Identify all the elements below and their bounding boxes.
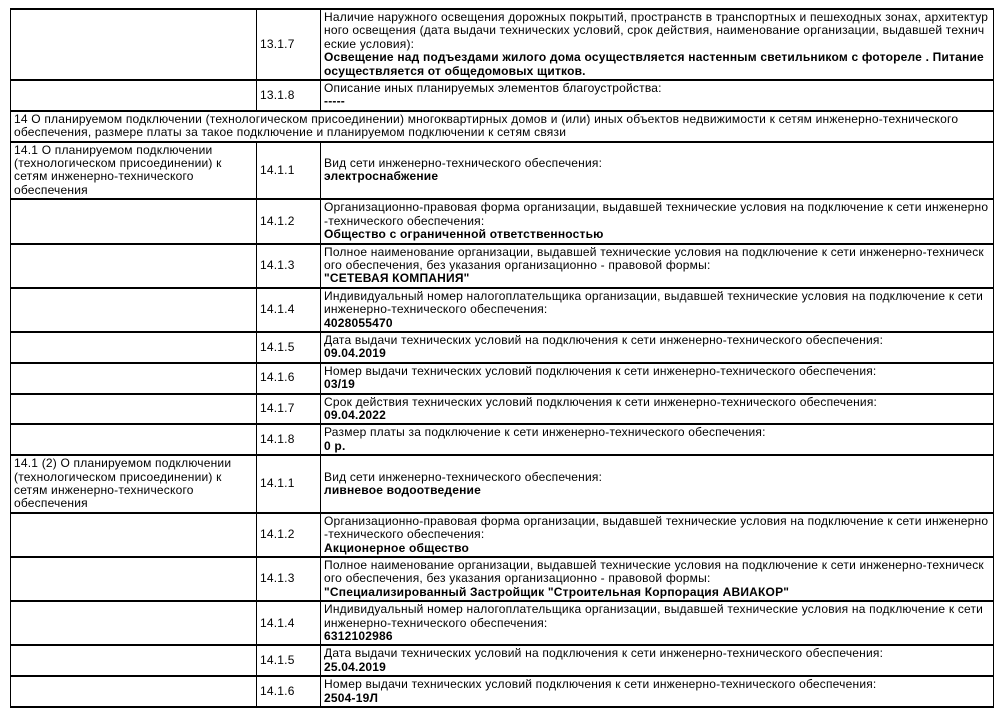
item-number: 14.1.3 bbox=[257, 244, 321, 288]
field-label: Полное наименование организации, выдавшей технические условия на подключение к сети инженерно-технического обеспечения, без указания организационно - правовой формы: bbox=[324, 558, 984, 586]
field-label: Дата выдачи технических условий на подключения к сети инженерно-технического обеспечения: bbox=[324, 332, 884, 347]
content-cell bbox=[321, 244, 994, 288]
table-row bbox=[11, 199, 994, 243]
content-cell bbox=[321, 363, 994, 394]
content-cell bbox=[321, 288, 994, 332]
section-title-cell bbox=[11, 199, 257, 243]
section-header: 14 О планируемом подключении (технологическом присоединении) многоквартирных домов и (или) иных объектов недвижимости к сетям инженерно-технического обеспечения, размере платы за такое подключение и планируемом подключении к сетям связи bbox=[11, 111, 994, 142]
item-number: 14.1.1 bbox=[257, 142, 321, 200]
table-row bbox=[11, 142, 994, 200]
section-title-cell bbox=[11, 9, 257, 80]
field-label: Номер выдачи технических условий подключения к сети инженерно-технического обеспечения: bbox=[324, 363, 877, 378]
field-label: Номер выдачи технических условий подключения к сети инженерно-технического обеспечения: bbox=[324, 677, 877, 692]
content-cell bbox=[321, 676, 994, 707]
table-row bbox=[11, 557, 994, 601]
field-value: 6312102986 bbox=[324, 629, 393, 644]
item-number: 14.1.5 bbox=[257, 332, 321, 363]
section-title-cell bbox=[11, 645, 257, 676]
section-title-cell bbox=[11, 601, 257, 645]
content-cell bbox=[321, 394, 994, 425]
section-title-cell bbox=[11, 424, 257, 455]
content-cell bbox=[321, 424, 994, 455]
field-value: 25.04.2019 bbox=[324, 659, 387, 674]
item-number: 13.1.8 bbox=[257, 80, 321, 111]
content-cell bbox=[321, 80, 994, 111]
table-row bbox=[11, 455, 994, 513]
table-row bbox=[11, 244, 994, 288]
section-title-cell bbox=[11, 332, 257, 363]
field-value: 09.04.2019 bbox=[324, 346, 387, 361]
table-row bbox=[11, 645, 994, 676]
field-label: Вид сети инженерно-технического обеспечения: bbox=[324, 469, 603, 484]
section-title-cell: 14.1 (2) О планируемом подключении (технологическом присоединении) к сетям инженерно-технического обеспечения bbox=[11, 455, 257, 513]
section-title-cell bbox=[11, 80, 257, 111]
section-header-row bbox=[11, 111, 994, 142]
field-value: Акционерное общество bbox=[324, 540, 470, 555]
item-number: 14.1.6 bbox=[257, 676, 321, 707]
field-label: Полное наименование организации, выдавшей технические условия на подключение к сети инженерно-технического обеспечения, без указания организационно - правовой формы: bbox=[324, 244, 984, 272]
content-cell bbox=[321, 557, 994, 601]
field-value: "СЕТЕВАЯ КОМПАНИЯ" bbox=[324, 271, 470, 286]
field-label: Индивидуальный номер налогоплательщика организации, выдавшей технические условия на подключение к сети инженерно-технического обеспечения: bbox=[324, 602, 984, 630]
section-title-cell bbox=[11, 288, 257, 332]
field-value: 09.04.2022 bbox=[324, 407, 387, 422]
section-title-cell bbox=[11, 363, 257, 394]
item-number: 14.1.8 bbox=[257, 424, 321, 455]
field-label: Индивидуальный номер налогоплательщика организации, выдавшей технические условия на подключение к сети инженерно-технического обеспечения: bbox=[324, 288, 984, 317]
table-row bbox=[11, 601, 994, 645]
table-row bbox=[11, 332, 994, 363]
field-value: электроснабжение bbox=[324, 169, 439, 184]
item-number: 14.1.6 bbox=[257, 363, 321, 394]
content-cell bbox=[321, 601, 994, 645]
item-number: 14.1.4 bbox=[257, 288, 321, 332]
item-number: 14.1.7 bbox=[257, 394, 321, 425]
field-value: 0 р. bbox=[324, 438, 346, 453]
table-row bbox=[11, 424, 994, 455]
item-number: 14.1.2 bbox=[257, 513, 321, 557]
field-value: Общество с ограниченной ответственностью bbox=[324, 227, 604, 242]
declaration-table bbox=[10, 8, 994, 708]
field-value: Освещение над подъездами жилого дома осуществляется настенным светильником с фотореле . Питание осуществляется от общедомовых щитков. bbox=[324, 50, 984, 78]
table-row bbox=[11, 676, 994, 707]
item-number: 14.1.2 bbox=[257, 199, 321, 243]
item-number: 14.1.3 bbox=[257, 557, 321, 601]
table-row bbox=[11, 394, 994, 425]
item-number: 14.1.4 bbox=[257, 601, 321, 645]
section-title-cell bbox=[11, 513, 257, 557]
item-number: 13.1.7 bbox=[257, 9, 321, 80]
item-number: 14.1.1 bbox=[257, 455, 321, 513]
table-row bbox=[11, 288, 994, 332]
field-label: Организационно-правовая форма организации, выдавшей технические условия на подключение к сети инженерно-технического обеспечения: bbox=[324, 513, 989, 542]
table-row bbox=[11, 363, 994, 394]
field-value: 2504-19Л bbox=[324, 690, 379, 705]
content-cell bbox=[321, 142, 994, 200]
field-label: Вид сети инженерно-технического обеспечения: bbox=[324, 156, 603, 171]
content-cell bbox=[321, 9, 994, 80]
section-title-cell bbox=[11, 244, 257, 288]
table-row bbox=[11, 80, 994, 111]
content-cell bbox=[321, 645, 994, 676]
field-label: Описание иных планируемых элементов благоустройства: bbox=[324, 81, 662, 96]
field-label: Наличие наружного освещения дорожных покрытий, пространств в транспортных и пешеходных зонах, архитектурного освещения (дата выдачи технических условий, срок действия, наименование организации, выдавшей технические условия): bbox=[324, 10, 989, 51]
field-label: Дата выдачи технических условий на подключения к сети инженерно-технического обеспечения: bbox=[324, 646, 884, 661]
section-title-cell bbox=[11, 676, 257, 707]
field-label: Срок действия технических условий подключения к сети инженерно-технического обеспечения: bbox=[324, 394, 878, 409]
field-value: 4028055470 bbox=[324, 315, 393, 330]
section-title-cell bbox=[11, 557, 257, 601]
section-title-cell: 14.1 О планируемом подключении (технологическом присоединении) к сетям инженерно-технического обеспечения bbox=[11, 142, 257, 200]
field-value: 03/19 bbox=[324, 377, 356, 392]
content-cell bbox=[321, 455, 994, 513]
content-cell bbox=[321, 513, 994, 557]
section-title-cell bbox=[11, 394, 257, 425]
field-value: ливневое водоотведение bbox=[324, 483, 481, 497]
field-label: Организационно-правовая форма организации, выдавшей технические условия на подключение к сети инженерно-технического обеспечения: bbox=[324, 200, 989, 228]
content-cell bbox=[321, 199, 994, 243]
item-number: 14.1.5 bbox=[257, 645, 321, 676]
field-value: ----- bbox=[324, 94, 345, 109]
table-row bbox=[11, 9, 994, 80]
field-label: Размер платы за подключение к сети инженерно-технического обеспечения: bbox=[324, 425, 766, 440]
table-row bbox=[11, 513, 994, 557]
field-value: "Специализированный Застройщик "Строительная Корпорация АВИАКОР" bbox=[324, 584, 790, 599]
content-cell bbox=[321, 332, 994, 363]
